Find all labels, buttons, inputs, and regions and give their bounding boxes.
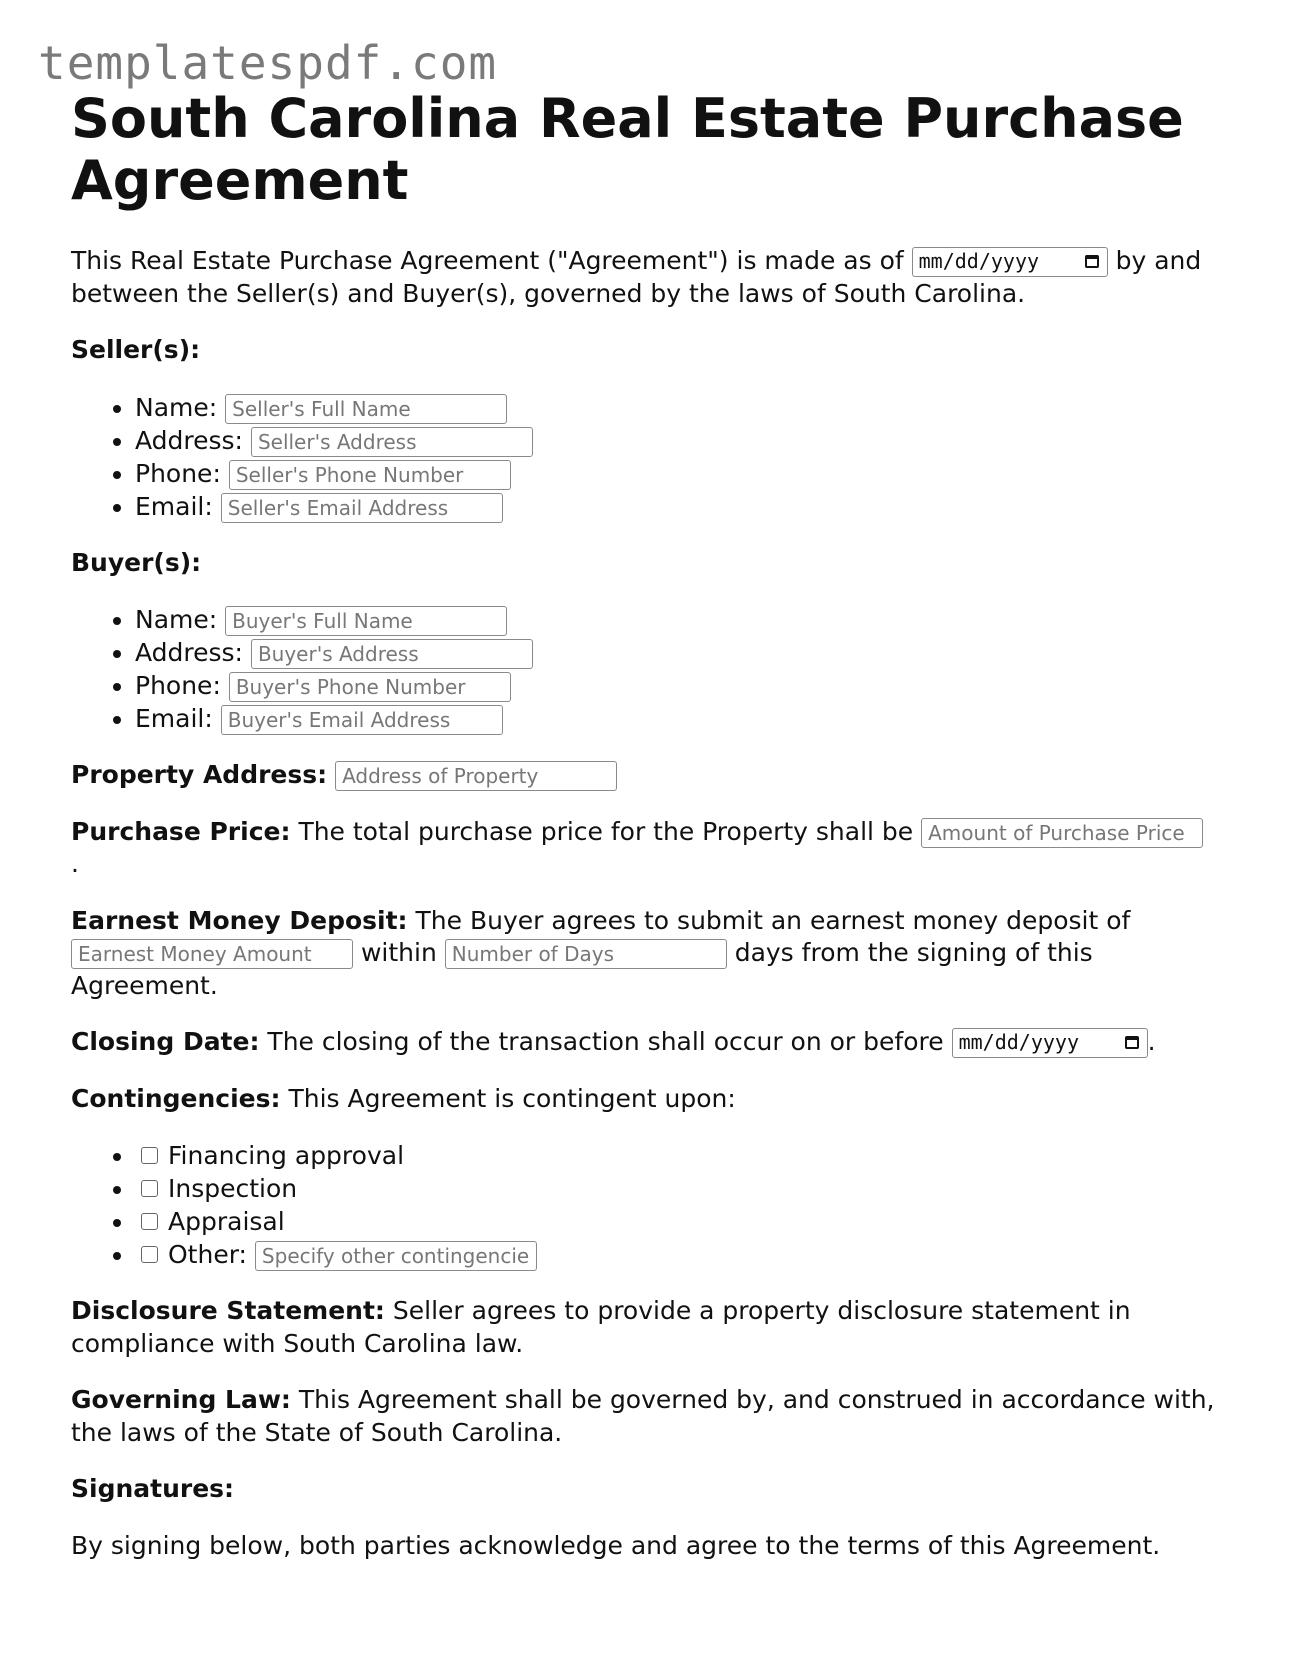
contingencies-list: [71, 1139, 1231, 1271]
purchase-price-label: Purchase Price:: [71, 816, 291, 846]
agreement-date-input[interactable]: [912, 247, 1108, 277]
seller-address-label: Address:: [135, 425, 243, 455]
governing-law-text: This Agreement shall be governed by, and construed in accordance with, the laws of the State of South Carolina.: [71, 1385, 1215, 1447]
seller-phone-label: Phone:: [135, 458, 221, 488]
earnest-days-input[interactable]: [445, 939, 727, 969]
other-label: Other:: [168, 1240, 247, 1270]
earnest-within-text: within: [360, 938, 437, 968]
seller-heading: Seller(s):: [71, 335, 201, 365]
buyer-name-label: Name:: [135, 605, 218, 635]
disclosure-label: Disclosure Statement:: [71, 1296, 385, 1326]
seller-name-label: Name:: [135, 392, 218, 422]
purchase-price-paragraph: [71, 816, 1221, 881]
inspection-label: Inspection: [168, 1174, 298, 1204]
page-title: South Carolina Real Estate Purchase Agreement: [71, 87, 1184, 212]
seller-email-label: Email:: [135, 491, 213, 521]
closing-date-label: Closing Date:: [71, 1027, 260, 1057]
agreement-document: [71, 88, 1231, 1586]
financing-label: Financing approval: [168, 1141, 405, 1171]
buyer-phone-item: [135, 669, 1231, 702]
signatures-text: By signing below, both parties acknowledge and agree to the terms of this Agreement.: [71, 1530, 1161, 1560]
appraisal-label: Appraisal: [168, 1207, 285, 1237]
seller-email-input[interactable]: [221, 493, 503, 523]
appraisal-checkbox[interactable]: [141, 1213, 158, 1230]
other-contingency-input[interactable]: [255, 1241, 537, 1271]
buyer-address-input[interactable]: [251, 639, 533, 669]
seller-email-item: [135, 490, 1231, 523]
contingencies-text: This Agreement is contingent upon:: [288, 1083, 736, 1113]
disclosure-paragraph: [71, 1295, 1221, 1360]
earnest-money-text-end: days from the signing of this Agreement.: [71, 938, 1093, 1000]
buyer-email-label: Email:: [135, 704, 213, 734]
other-checkbox[interactable]: [141, 1246, 158, 1263]
closing-date-placeholder: mm/dd/yyyy: [958, 1030, 1079, 1055]
buyer-name-item: [135, 603, 1231, 636]
seller-name-item: [135, 391, 1231, 424]
earnest-money-text: The Buyer agrees to submit an earnest money deposit of: [415, 905, 1131, 935]
buyer-heading: Buyer(s):: [71, 547, 202, 577]
inspection-checkbox[interactable]: [141, 1180, 158, 1197]
agreement-date-placeholder: mm/dd/yyyy: [918, 249, 1040, 274]
buyer-email-item: [135, 702, 1231, 735]
contingencies-paragraph: [71, 1083, 1231, 1116]
seller-fields: [71, 391, 1231, 523]
seller-phone-item: [135, 457, 1231, 490]
earnest-money-amount-input[interactable]: [71, 939, 353, 969]
closing-date-paragraph: [71, 1026, 1221, 1059]
earnest-money-paragraph: [71, 905, 1221, 1003]
property-address-label: Property Address:: [71, 760, 328, 790]
seller-name-input[interactable]: [225, 394, 507, 424]
governing-law-paragraph: [71, 1384, 1221, 1449]
buyer-address-item: [135, 636, 1231, 669]
buyer-address-label: Address:: [135, 638, 243, 668]
property-address-input[interactable]: [335, 761, 617, 791]
calendar-icon[interactable]: [1085, 255, 1099, 268]
property-address-row: [71, 759, 1231, 792]
intro-text-before: This Real Estate Purchase Agreement ("Agreement") is made as of: [71, 246, 904, 276]
purchase-price-input[interactable]: [921, 818, 1203, 848]
closing-date-text: The closing of the transaction shall occur on or before: [267, 1027, 944, 1057]
seller-phone-input[interactable]: [229, 460, 511, 490]
buyer-email-input[interactable]: [221, 705, 503, 735]
signatures-heading: Signatures:: [71, 1474, 235, 1504]
contingency-inspection: [135, 1172, 1231, 1205]
contingency-other: [135, 1238, 1231, 1271]
buyer-phone-input[interactable]: [229, 672, 511, 702]
calendar-icon[interactable]: [1125, 1036, 1139, 1049]
contingency-appraisal: [135, 1205, 1231, 1238]
intro-paragraph: [71, 245, 1221, 310]
buyer-name-input[interactable]: [225, 606, 507, 636]
contingency-financing: [135, 1139, 1231, 1172]
watermark: templatespdf.com: [38, 36, 498, 90]
buyer-fields: [71, 603, 1231, 735]
buyer-phone-label: Phone:: [135, 671, 221, 701]
contingencies-label: Contingencies:: [71, 1083, 281, 1113]
seller-address-input[interactable]: [251, 427, 533, 457]
intro-text-after: by and between the Seller(s) and Buyer(s), governed by the laws of South Carolina.: [71, 246, 1202, 308]
purchase-price-end: .: [71, 849, 79, 879]
closing-date-end: .: [1147, 1027, 1156, 1057]
seller-address-item: [135, 424, 1231, 457]
governing-law-label: Governing Law:: [71, 1385, 291, 1415]
closing-date-input[interactable]: [952, 1028, 1148, 1058]
earnest-money-label: Earnest Money Deposit:: [71, 905, 408, 935]
purchase-price-text: The total purchase price for the Property shall be: [298, 816, 914, 846]
disclosure-text: Seller agrees to provide a property disclosure statement in compliance with South Carolina law.: [71, 1296, 1131, 1358]
financing-checkbox[interactable]: [141, 1147, 158, 1164]
